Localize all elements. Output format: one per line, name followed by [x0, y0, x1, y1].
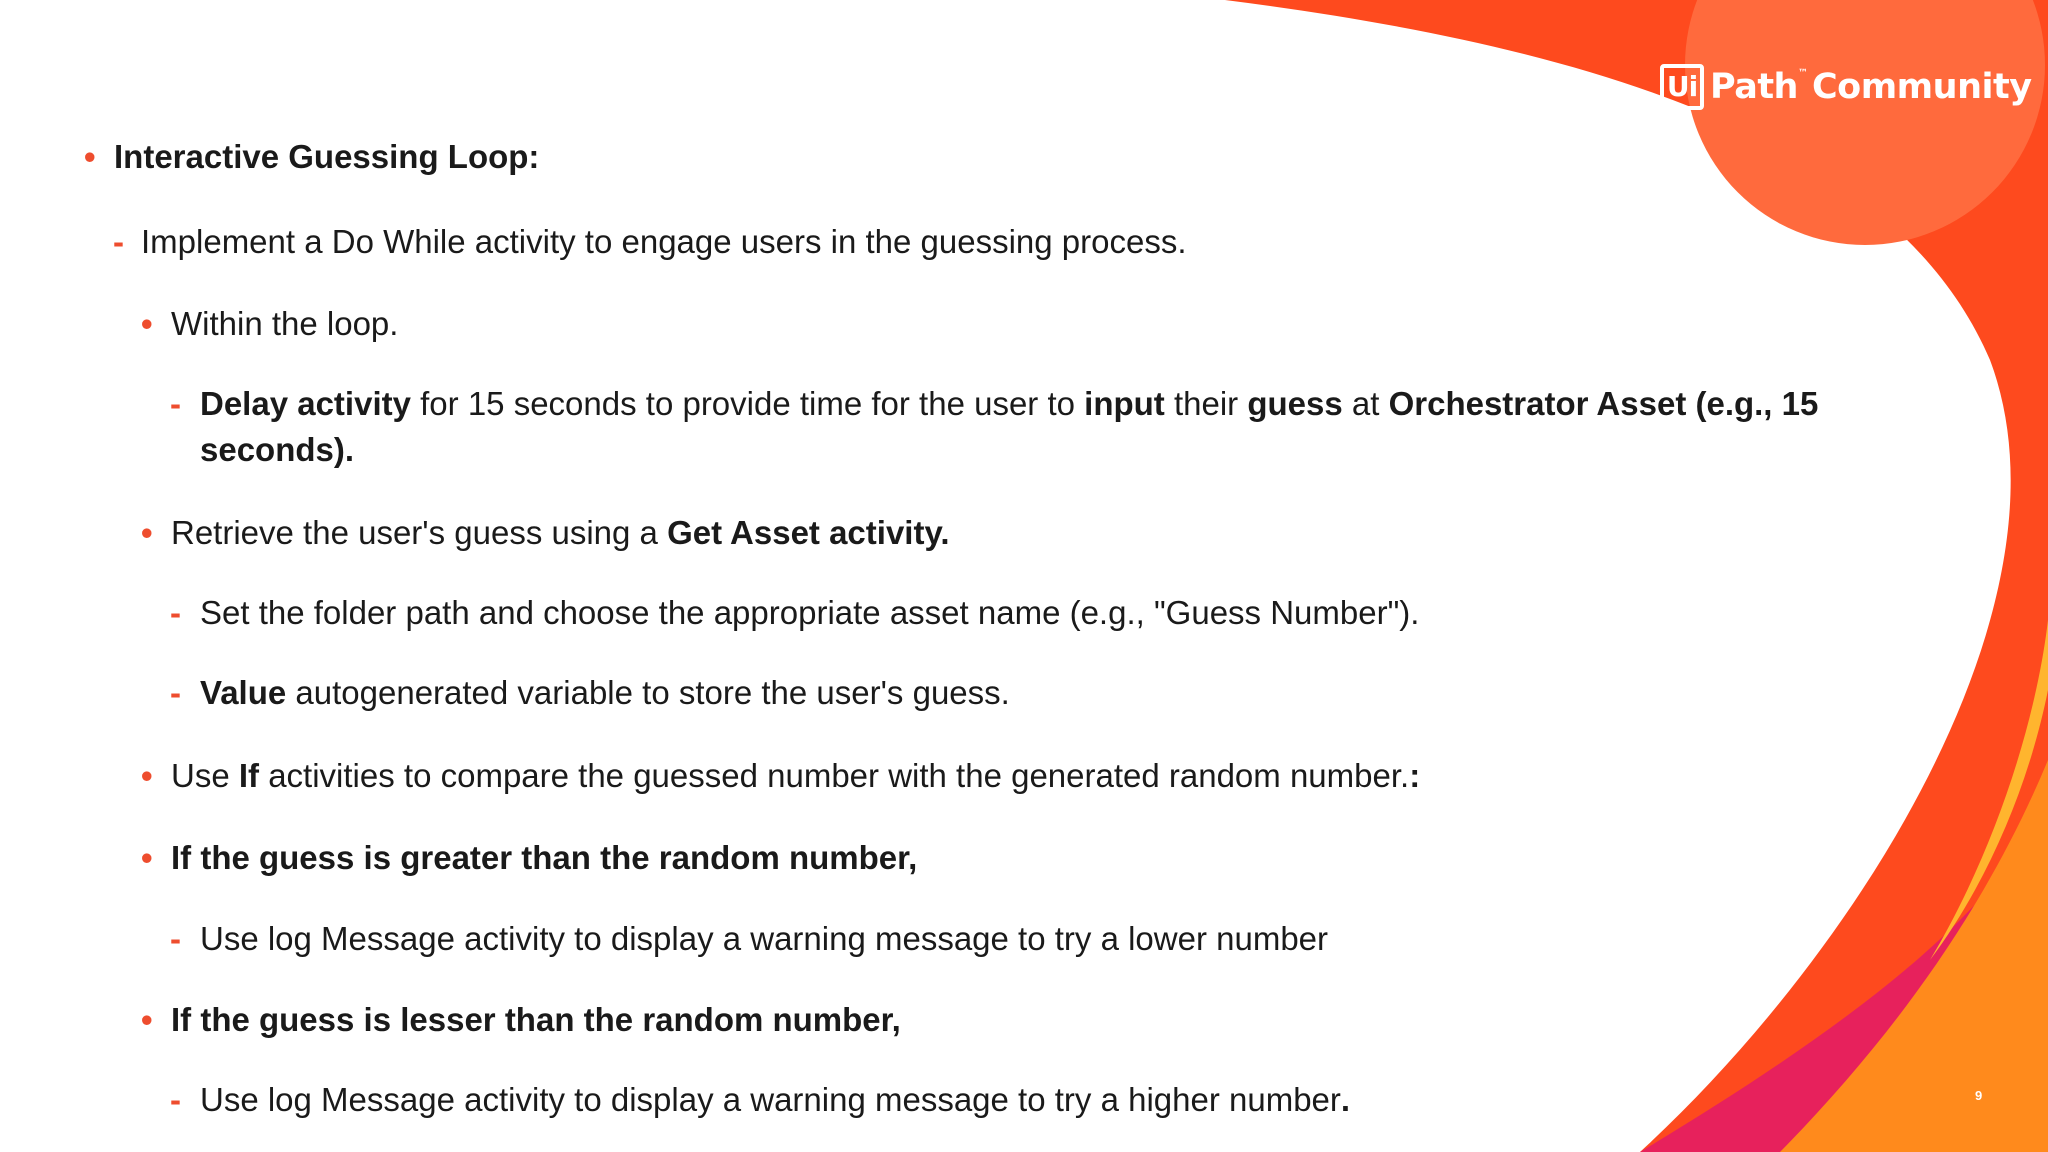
logo-path-text: Path: [1710, 67, 1798, 107]
item-text-segment: at: [1342, 385, 1389, 422]
dash-marker: -: [170, 674, 181, 711]
item-text-segment: Use log Message activity to display a warning message to try a higher number: [200, 1081, 1341, 1118]
item-text-segment: Use log Message activity to display a warning message to try a lower number: [200, 920, 1329, 957]
dash-marker: -: [113, 223, 124, 260]
bullet-item: [84, 134, 540, 180]
bullet-marker: •: [141, 514, 153, 551]
item-text-segment: Within the loop.: [171, 305, 399, 342]
item-text-segment: activities to compare the guessed number with the generated random number.: [259, 757, 1410, 794]
bullet-item: [141, 510, 950, 556]
dash-marker: -: [170, 1081, 181, 1118]
bullet-marker: •: [141, 1001, 153, 1038]
dash-item: [170, 1077, 1351, 1123]
item-text-segment: Retrieve the user's guess using a: [171, 514, 668, 551]
item-text-segment: their: [1164, 385, 1248, 422]
item-text-segment: guess: [1247, 385, 1343, 422]
item-text-segment: .: [1340, 1081, 1351, 1118]
dash-marker: -: [170, 920, 181, 957]
item-text-segment: If: [238, 757, 260, 794]
item-text-segment: for 15 seconds to provide time for the user to: [410, 385, 1085, 422]
logo-trademark: ™: [1797, 68, 1808, 79]
bullet-marker: •: [141, 757, 153, 794]
item-text-segment: Use: [171, 757, 239, 794]
bullet-item: [141, 301, 399, 347]
item-text-segment: If the guess is lesser than the random number,: [171, 1001, 901, 1038]
dash-marker: -: [170, 385, 181, 422]
page-number: 9: [1975, 1088, 1983, 1103]
logo-community-text: Community: [1811, 67, 2032, 107]
bullet-item: [141, 753, 1421, 799]
item-text-segment: Orchestrator Asset (e.g., 15 seconds).: [200, 385, 1819, 468]
bullet-marker: •: [84, 138, 96, 175]
bullet-marker: •: [141, 839, 153, 876]
item-text-segment: Interactive Guessing Loop:: [114, 138, 540, 175]
dash-item: [170, 670, 1010, 716]
item-text-segment: Value: [200, 674, 287, 711]
uipath-community-logo: [1660, 60, 2032, 114]
logo-ui-box: Ui: [1660, 64, 1704, 110]
item-text-segment: Implement a Do While activity to engage users in the guessing process.: [141, 223, 1187, 260]
dash-item: [170, 381, 1820, 473]
dash-item: [170, 590, 1420, 636]
item-text-segment: :: [1409, 757, 1421, 794]
dash-item: [113, 219, 1187, 265]
bullet-item: [141, 997, 901, 1043]
item-text-segment: input: [1084, 385, 1165, 422]
item-text-segment: If the guess is greater than the random number,: [171, 839, 918, 876]
item-text-segment: Set the folder path and choose the appropriate asset name (e.g., "Guess Number").: [200, 594, 1420, 631]
item-text-segment: Get Asset activity.: [667, 514, 950, 551]
item-text-segment: Delay activity: [200, 385, 411, 422]
dash-marker: -: [170, 594, 181, 631]
dash-item: [170, 916, 1329, 962]
item-text-segment: autogenerated variable to store the user's guess.: [286, 674, 1010, 711]
bullet-item: [141, 835, 918, 881]
bullet-marker: •: [141, 305, 153, 342]
